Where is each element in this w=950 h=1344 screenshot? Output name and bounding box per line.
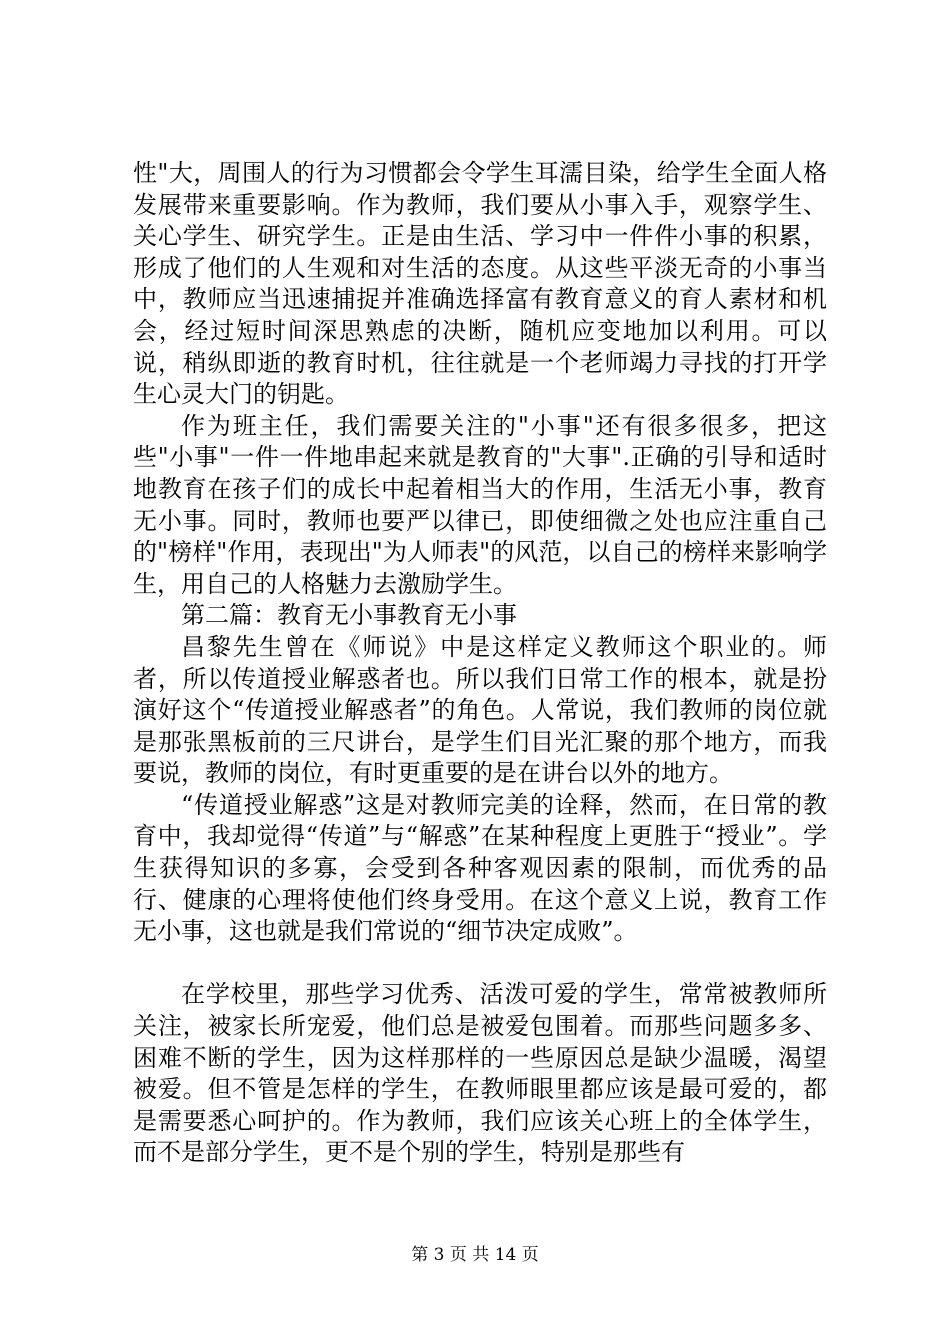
- paragraph-chuandao: “传道授业解惑”这是对教师完美的诠释，然而，在日常的教育中，我却觉得“传道”与“解惑”在某种程度上更胜于“授业”。学生获得知识的多寡，会受到各种客观因素的限制，而优秀的品行、健康的心理将使他们终身受用。在这个意义上说，教育工作无小事，这也就是我们常说的“细节决定成败”。: [133, 790, 827, 946]
- paragraph-head-teacher: 作为班主任，我们需要关注的"小事"还有很多很多，把这些"小事"一件一件地串起来就是教育的"大事".正确的引导和适时地教育在孩子们的成长中起着相当大的作用，生活无小事，教育无小事。同时，教师也要严以律已，即使细微之处也应注重自己的"榜样"作用，表现出"为人师表"的风范，以自己的榜样来影响学生，用自己的人格魅力去激励学生。: [133, 411, 827, 598]
- blank-line: [133, 948, 827, 980]
- section-heading: 第二篇：教育无小事教育无小事: [181, 601, 517, 630]
- paragraph-continued: 性"大，周围人的行为习惯都会令学生耳濡目染，给学生全面人格发展带来重要影响。作为教师，我们要从小事入手，观察学生、关心学生、研究学生。正是由生活、学习中一件件小事的积累，形成了他们的人生观和对生活的态度。从这些平淡无奇的小事当中，教师应当迅速捕捉并准确选择富有教育意义的育人素材和机会，经过短时间深思熟虑的决断，随机应变地加以利用。可以说，稍纵即逝的教育时机，往往就是一个老师竭力寻找的打开学生心灵大门的钥匙。: [133, 159, 827, 409]
- paragraph-shishuo: 昌黎先生曾在《师说》中是这样定义教师这个职业的。师者，所以传道授业解惑者也。所以我们日常工作的根本，就是扮演好这个“传道授业解惑者”的角色。人常说，我们教师的岗位就是那张黑板前的三尺讲台，是学生们目光汇聚的那个地方，而我要说，教师的岗位，有时更重要的是在讲台以外的地方。: [133, 632, 827, 788]
- page-number-footer: 第 3 页 共 14 页: [411, 1245, 539, 1265]
- paragraph-school: 在学校里，那些学习优秀、活泼可爱的学生，常常被教师所关注，被家长所宠爱，他们总是被爱包围着。而那些问题多多、困难不断的学生，因为这样那样的一些原因总是缺少温暖，渴望被爱。但不管是怎样的学生，在教师眼里都应该是最可爱的，都是需要悉心呵护的。作为教师，我们应该关心班上的全体学生，而不是部分学生，更不是个别的学生，特别是那些有: [133, 980, 827, 1167]
- document-body: [133, 158, 827, 1169]
